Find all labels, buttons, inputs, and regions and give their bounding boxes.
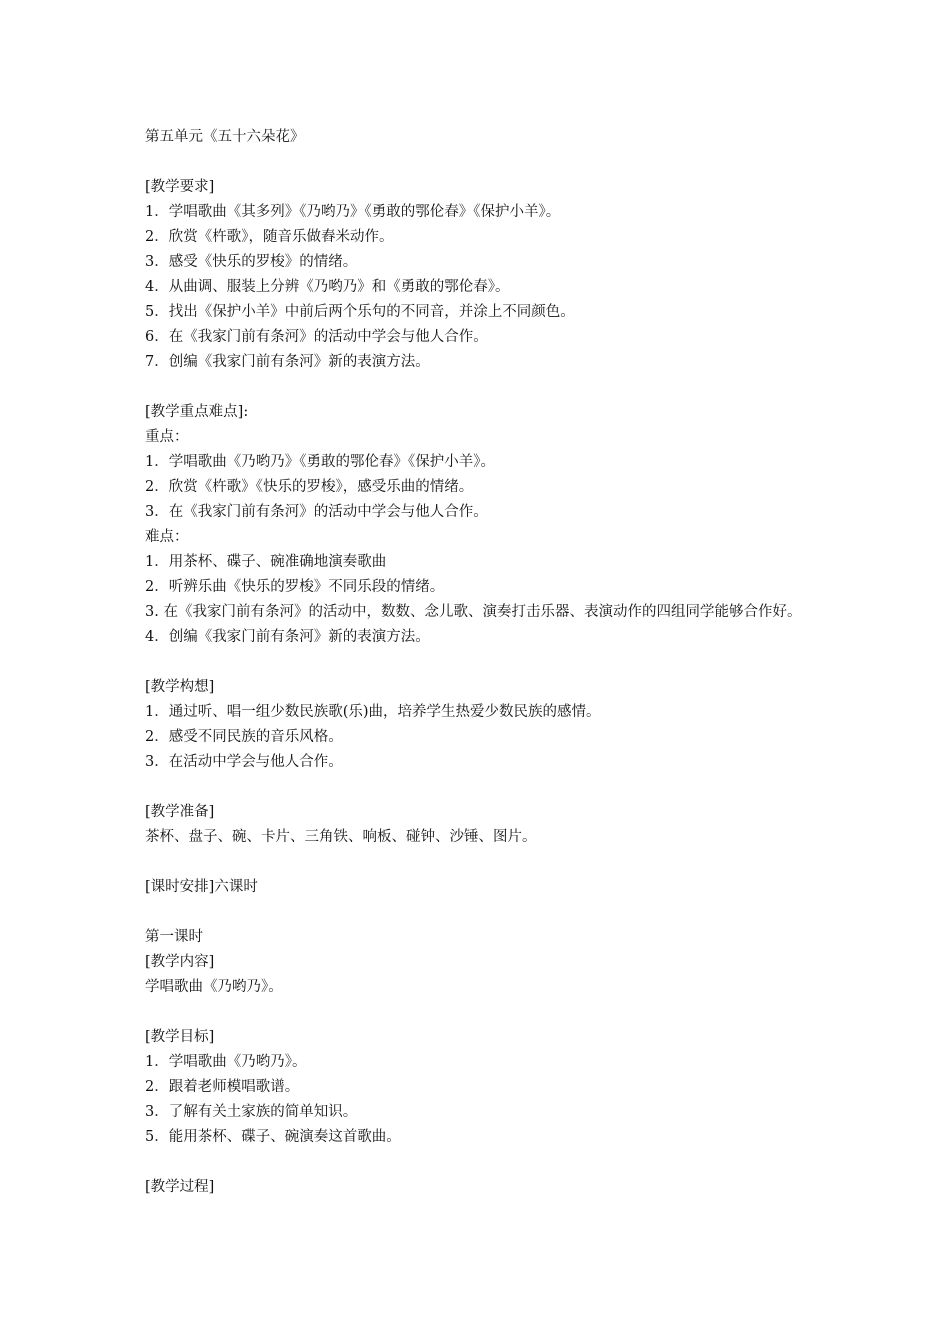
lesson-goals-heading: [教学目标] (145, 1029, 215, 1045)
concept-heading: [教学构想] (145, 679, 215, 695)
difficulty-item: 2．听辨乐曲《快乐的罗梭》不同乐段的情绪。 (145, 579, 445, 595)
lesson-goal-item: 2．跟着老师模唱歌谱。 (145, 1079, 300, 1095)
requirement-item: 6．在《我家门前有条河》的活动中学会与他人合作。 (145, 329, 488, 345)
concept-item: 3．在活动中学会与他人合作。 (145, 754, 343, 770)
lesson-content-text: 学唱歌曲《乃哟乃》。 (145, 979, 283, 995)
concept-item: 1．通过听、唱一组少数民族歌(乐)曲，培养学生热爱少数民族的感情。 (145, 704, 601, 720)
lesson-title: 第一课时 (145, 929, 203, 945)
prep-text: 茶杯、盘子、碗、卡片、三角铁、响板、碰钟、沙锤、图片。 (145, 829, 537, 845)
document-title: 第五单元《五十六朵花》 (145, 129, 305, 145)
focus-item: 2．欣赏《杵歌》《快乐的罗梭》，感受乐曲的情绪。 (145, 479, 474, 495)
requirement-item: 2．欣赏《杵歌》，随音乐做舂米动作。 (145, 229, 394, 245)
requirement-item: 1．学唱歌曲《其多列》《乃哟乃》《勇敢的鄂伦春》《保护小羊》。 (145, 204, 561, 220)
schedule-line: [课时安排]六课时 (145, 879, 258, 895)
difficulty-item: 1．用茶杯、碟子、碗准确地演奏歌曲 (145, 554, 387, 570)
requirement-item: 5．找出《保护小羊》中前后两个乐句的不同音，并涂上不同颜色。 (145, 304, 575, 320)
lesson-goal-item: 3．了解有关土家族的简单知识。 (145, 1104, 358, 1120)
requirements-heading: [教学要求] (145, 179, 215, 195)
prep-heading: [教学准备] (145, 804, 215, 820)
difficulty-label: 难点： (145, 529, 189, 545)
keypoints-heading: [教学重点难点]: (145, 404, 249, 420)
document-page (145, 125, 825, 1200)
concept-item: 2．感受不同民族的音乐风格。 (145, 729, 343, 745)
requirement-item: 3．感受《快乐的罗梭》的情绪。 (145, 254, 358, 270)
lesson-process-heading: [教学过程] (145, 1179, 215, 1195)
difficulty-item: 3. 在《我家门前有条河》的活动中，数数、念儿歌、演奏打击乐器、表演动作的四组同学能够合作好。 (145, 604, 802, 620)
focus-item: 3．在《我家门前有条河》的活动中学会与他人合作。 (145, 504, 488, 520)
focus-label: 重点： (145, 429, 189, 445)
lesson-goal-item: 1．学唱歌曲《乃哟乃》。 (145, 1054, 307, 1070)
lesson-goal-item: 5．能用茶杯、碟子、碗演奏这首歌曲。 (145, 1129, 401, 1145)
requirement-item: 7．创编《我家门前有条河》新的表演方法。 (145, 354, 430, 370)
lesson-content-heading: [教学内容] (145, 954, 215, 970)
requirement-item: 4．从曲调、服装上分辨《乃哟乃》和《勇敢的鄂伦春》。 (145, 279, 510, 295)
difficulty-item: 4．创编《我家门前有条河》新的表演方法。 (145, 629, 430, 645)
focus-item: 1．学唱歌曲《乃哟乃》《勇敢的鄂伦春》《保护小羊》。 (145, 454, 495, 470)
